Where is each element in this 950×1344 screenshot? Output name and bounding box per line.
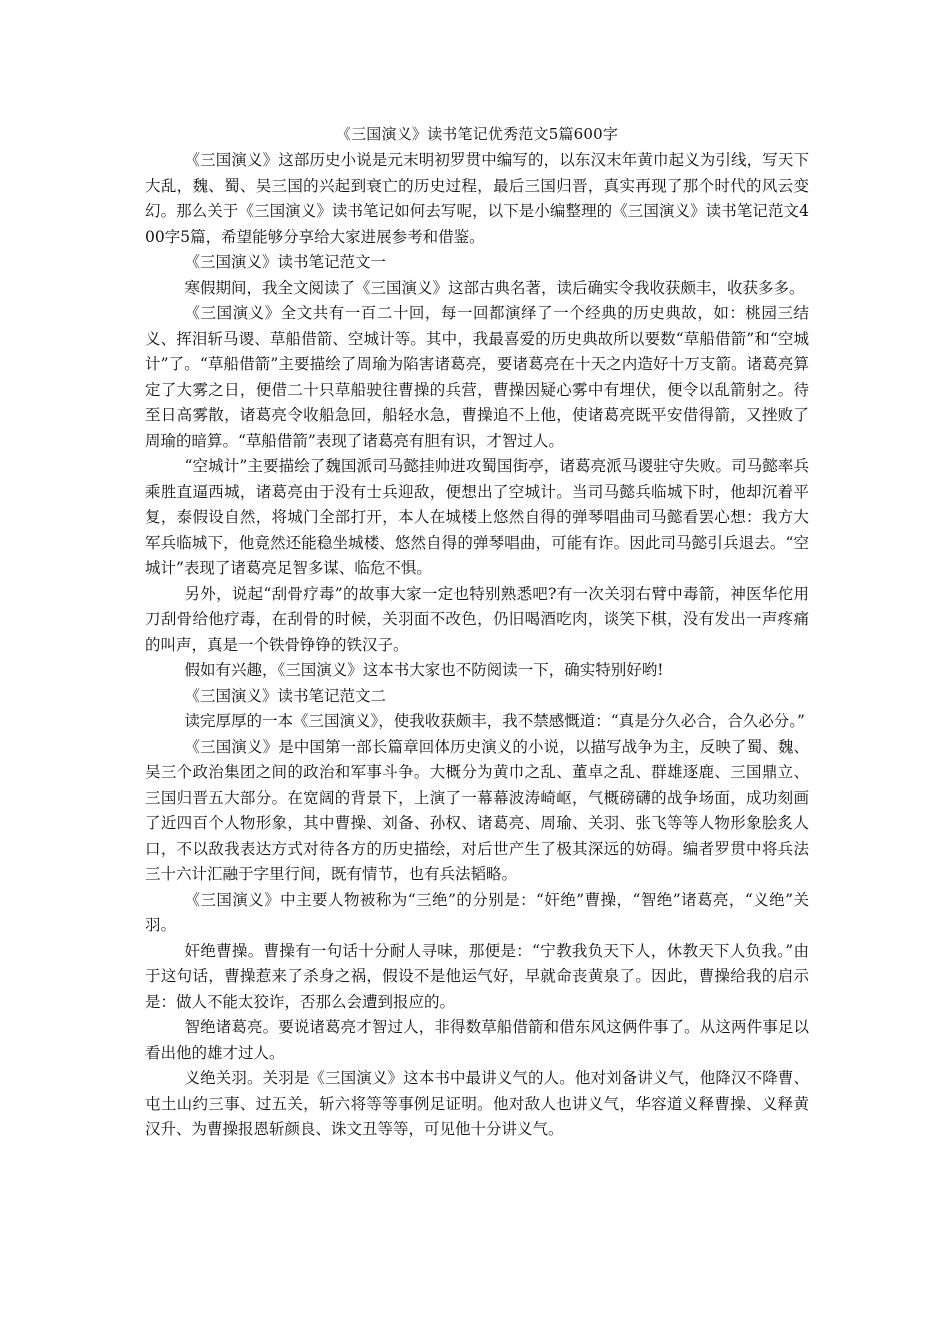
body-paragraph: 《三国演义》是中国第一部长篇章回体历史演义的小说，以描写战争为主，反映了蜀、魏、吴三个政治集团之间的政治和军事斗争。大概分为黄巾之乱、董卓之乱、群雄逐鹿、三国鼎立、三国归晋五大部分。在宽阔的背景下，上演了一幕幕波涛崎岖，气概磅礴的战争场面，成功刻画了近四百个人物形象，其中曹操、刘备、孙权、诸葛亮、周瑜、关羽、张飞等等人物形象脍炙人口，不以敌我表达方式对待各方的历史描绘，对后世产生了极其深远的妨碍。编者罗贯中将兵法三十六计汇融于字里行间，既有情节，也有兵法韬略。 [145, 737, 809, 883]
body-paragraph: 另外，说起“刮骨疗毒”的故事大家一定也特别熟悉吧?有一次关羽右臂中毒箭，神医华佗用刀刮骨给他疗毒，在刮骨的时候，关羽面不改色，仍旧喝酒吃肉，谈笑下棋，没有发出一声疼痛的叫声，真是一个铁骨铮铮的铁汉子。 [145, 584, 809, 654]
body-paragraph: 读完厚厚的一本《三国演义》，使我收获颇丰，我不禁感慨道：“真是分久必合，合久必分。” [184, 712, 805, 730]
body-paragraph: 奸绝曹操。曹操有一句话十分耐人寻味，那便是：“宁教我负天下人，休教天下人负我。”由于这句话，曹操惹来了杀身之祸，假设不是他运气好，早就命丧黄泉了。因此，曹操给我的启示是：做人不能太狡诈，否那么会遭到报应的。 [145, 941, 809, 1011]
body-paragraph: 《三国演义》全文共有一百二十回，每一回都演绎了一个经典的历史典故，如：桃园三结义、挥泪斩马谡、草船借箭、空城计等。其中，我最喜爱的历史典故所以要数“草船借箭”和“空城计”了。“草船借箭”主要描绘了周瑜为陷害诸葛亮，要诸葛亮在十天之内造好十万支箭。诸葛亮算定了大雾之日，便借二十只草船驶往曹操的兵营，曹操因疑心雾中有埋伏，便令以乱箭射之。待至日高雾散，诸葛亮令收船急回，船轻水急，曹操追不上他，使诸葛亮既平安借得箭，又挫败了周瑜的暗算。“草船借箭”表现了诸葛亮有胆有识，才智过人。 [145, 304, 809, 450]
document-title: 《三国演义》读书笔记优秀范文5篇600字 [335, 125, 619, 143]
section-heading-two: 《三国演义》读书笔记范文二 [184, 686, 387, 705]
body-paragraph: 义绝关羽。关羽是《三国演义》这本书中最讲义气的人。他对刘备讲义气，他降汉不降曹、屯土山约三事、过五关，斩六将等等事例足证明。他对敌人也讲义气，华容道义释曹操、义释黄汉升、为曹操报恩斩颜良、诛文丑等等，可见他十分讲义气。 [145, 1069, 809, 1138]
body-paragraph: 假如有兴趣，《三国演义》这本书大家也不防阅读一下，确实特别好哟! [184, 661, 664, 679]
document-page [145, 122, 809, 1143]
body-paragraph: 《三国演义》中主要人物被称为“三绝”的分别是：“奸绝”曹操，“智绝”诸葛亮，“义绝”关羽。 [145, 890, 809, 934]
section-heading-one: 《三国演义》读书笔记范文一 [184, 253, 387, 271]
body-paragraph: 智绝诸葛亮。要说诸葛亮才智过人，非得数草船借箭和借东风这俩件事了。从这两件事足以看出他的雄才过人。 [145, 1018, 809, 1062]
intro-paragraph: 《三国演义》这部历史小说是元末明初罗贯中编写的，以东汉末年黄巾起义为引线，写天下大乱，魏、蜀、吴三国的兴起到衰亡的历史过程，最后三国归晋，真实再现了那个时代的风云变幻。那么关于《三国演义》读书笔记如何去写呢，以下是小编整理的《三国演义》读书笔记范文400字5篇，希望能够分享给大家进展参考和借鉴。 [145, 151, 809, 246]
body-paragraph: 寒假期间，我全文阅读了《三国演义》这部古典名著，读后确实令我收获颇丰，收获多多。 [184, 278, 805, 297]
body-paragraph: “空城计”主要描绘了魏国派司马懿挂帅进攻蜀国街亭，诸葛亮派马谡驻守失败。司马懿率兵乘胜直逼西城，诸葛亮由于没有士兵迎敌，便想出了空城计。当司马懿兵临城下时，他却沉着平复，泰假设自然，将城门全部打开，本人在城楼上悠然自得的弹琴唱曲司马懿看罢心想：我方大军兵临城下，他竟然还能稳坐城楼、悠然自得的弹琴唱曲，可能有诈。因此司马懿引兵退去。“空城计”表现了诸葛亮足智多谋、临危不惧。 [145, 457, 809, 577]
